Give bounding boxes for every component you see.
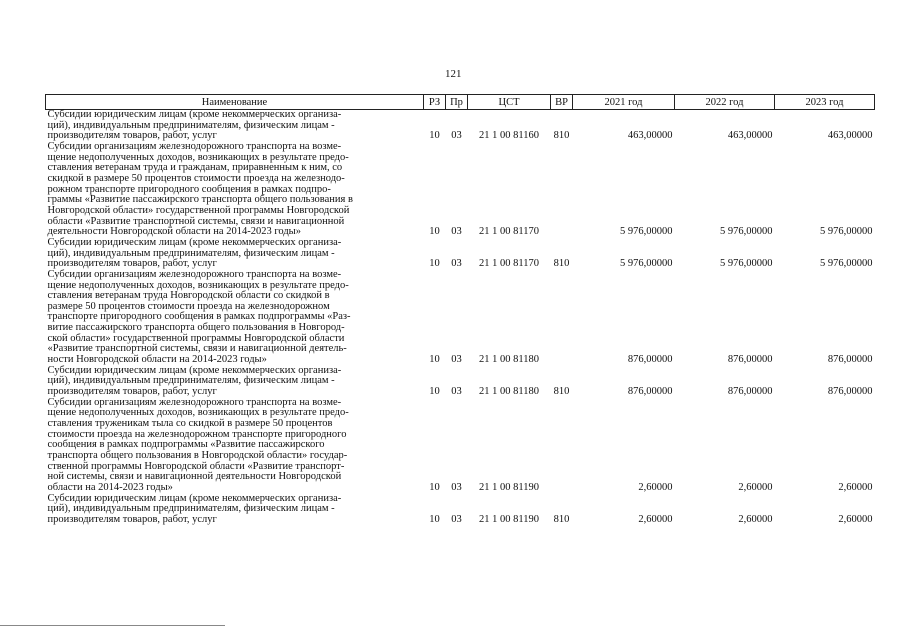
table-row bbox=[46, 110, 875, 142]
table-body bbox=[46, 110, 875, 526]
row-2022: 463,00000 bbox=[727, 130, 773, 142]
row-pr: 03 bbox=[451, 481, 462, 493]
row-2021: 876,00000 bbox=[627, 386, 673, 398]
budget-table bbox=[45, 94, 875, 526]
row-2023: 876,00000 bbox=[827, 386, 873, 398]
table-row bbox=[46, 366, 875, 398]
row-cst: 21 1 00 81170 bbox=[479, 258, 539, 270]
table-row bbox=[46, 398, 875, 494]
row-rz: 10 bbox=[429, 513, 440, 525]
column-header-2022: 2022 год bbox=[675, 95, 775, 110]
row-rz: 10 bbox=[429, 226, 440, 238]
row-2022: 2,60000 bbox=[738, 513, 773, 525]
table-row bbox=[46, 270, 875, 366]
row-vr bbox=[551, 142, 573, 238]
column-header-vr: ВР bbox=[551, 95, 573, 110]
row-name: Субсидии юридическим лицам (кроме некоммерческих организа- ций), индивидуальным предпринимателям, физическим лицам - производителям товаров, работ, услуг bbox=[47, 236, 342, 270]
row-2023: 5 976,00000 bbox=[820, 258, 873, 270]
column-header-2021: 2021 год bbox=[573, 95, 675, 110]
bottom-divider bbox=[0, 625, 225, 626]
row-vr: 810 bbox=[553, 258, 570, 270]
row-pr: 03 bbox=[451, 258, 462, 270]
row-2022: 876,00000 bbox=[727, 386, 773, 398]
table-row bbox=[46, 142, 875, 238]
row-rz: 10 bbox=[429, 258, 440, 270]
row-rz: 10 bbox=[429, 354, 440, 366]
row-2023: 2,60000 bbox=[838, 481, 873, 493]
row-2023: 2,60000 bbox=[838, 513, 873, 525]
row-2022: 2,60000 bbox=[738, 481, 773, 493]
table-header bbox=[46, 95, 875, 110]
row-2021: 5 976,00000 bbox=[620, 226, 673, 238]
page-number: 121 bbox=[445, 68, 462, 80]
row-rz: 10 bbox=[429, 481, 440, 493]
column-header-2023: 2023 год bbox=[775, 95, 875, 110]
column-header-rz: РЗ bbox=[424, 95, 446, 110]
row-2021: 2,60000 bbox=[638, 513, 673, 525]
row-pr: 03 bbox=[451, 226, 462, 238]
row-2023: 463,00000 bbox=[827, 130, 873, 142]
row-pr: 03 bbox=[451, 513, 462, 525]
column-header-cst: ЦСТ bbox=[468, 95, 551, 110]
row-2023: 5 976,00000 bbox=[820, 226, 873, 238]
column-header-name: Наименование bbox=[46, 95, 424, 110]
row-2021: 876,00000 bbox=[627, 354, 673, 366]
row-rz: 10 bbox=[429, 386, 440, 398]
row-name: Субсидии юридическим лицам (кроме некоммерческих организа- ций), индивидуальным предпринимателям, физическим лицам - производителям товаров, работ, услуг bbox=[47, 492, 342, 525]
row-vr: 810 bbox=[553, 513, 570, 525]
row-2023: 876,00000 bbox=[827, 354, 873, 366]
row-2021: 2,60000 bbox=[638, 481, 673, 493]
row-vr: 810 bbox=[553, 130, 570, 142]
row-rz: 10 bbox=[429, 130, 440, 142]
row-name: Субсидии юридическим лицам (кроме некоммерческих организа- ций), индивидуальным предпринимателям, физическим лицам - производителям товаров, работ, услуг bbox=[47, 109, 342, 142]
row-name: Субсидии организациям железнодорожного транспорта на возме- щение недополученных доходов, возникающих в результате предо- ставления ветеранам труда Новгородской области со скидкой в размере 50 процентов стоимости проезда на железнодорожном транспорте пригородного сообщения в рамках подпрограммы «Раз- витие пассажирского транспорта общего пользования в Новгород- ской области» государственной программы Новгородской области «Развитие транспортной системы, связи и навигационной деятель- ности Новгородской области на 2014-2023 годы» bbox=[47, 268, 351, 366]
row-cst: 21 1 00 81160 bbox=[479, 130, 539, 142]
row-vr bbox=[551, 270, 573, 366]
row-pr: 03 bbox=[451, 354, 462, 366]
row-vr: 810 bbox=[553, 386, 570, 398]
row-name: Субсидии организациям железнодорожного транспорта на возме- щение недополученных доходов, возникающих в результате предо- ставления труженикам тыла со скидкой в размере 50 процентов стоимости проезда на железнодорожном транспорте пригородного сообщения в рамках подпрограммы «Развитие пассажирского транспорта общего пользования в Новгородской области» государ- ственной программы Новгородской области «Развитие транспорт- ной системы, связи и навигационной деятельности Новгородской области на 2014-2023 годы» bbox=[47, 396, 349, 493]
row-cst: 21 1 00 81180 bbox=[479, 386, 539, 398]
row-name: Субсидии юридическим лицам (кроме некоммерческих организа- ций), индивидуальным предпринимателям, физическим лицам - производителям товаров, работ, услуг bbox=[47, 364, 342, 398]
row-cst: 21 1 00 81180 bbox=[479, 354, 539, 366]
row-2022: 5 976,00000 bbox=[720, 226, 773, 238]
row-cst: 21 1 00 81190 bbox=[479, 513, 539, 525]
row-2021: 5 976,00000 bbox=[620, 258, 673, 270]
table-row bbox=[46, 238, 875, 270]
row-2022: 5 976,00000 bbox=[720, 258, 773, 270]
row-name: Субсидии организациям железнодорожного транспорта на возме- щение недополученных доходов, возникающих в результате предо- ставления ветеранам труда и гражданам, приравненным к ним, со скидкой в размере 50 процентов стоимости проезда на железнодо- рожном транспорте пригородного сообщения в рамках подпро- граммы «Развитие пассажирского транспорта общего пользования в Новгородской области» государственной программы Новгородской области «Развитие транспортной системы, связи и навигационной деятельности Новгородской области на 2014-2023 годы» bbox=[47, 140, 353, 238]
row-pr: 03 bbox=[451, 130, 462, 142]
row-vr bbox=[551, 398, 573, 494]
row-cst: 21 1 00 81170 bbox=[479, 226, 539, 238]
row-cst: 21 1 00 81190 bbox=[479, 481, 539, 493]
row-pr: 03 bbox=[451, 386, 462, 398]
row-2022: 876,00000 bbox=[727, 354, 773, 366]
table-row bbox=[46, 494, 875, 526]
column-header-pr: Пр bbox=[446, 95, 468, 110]
row-2021: 463,00000 bbox=[627, 130, 673, 142]
